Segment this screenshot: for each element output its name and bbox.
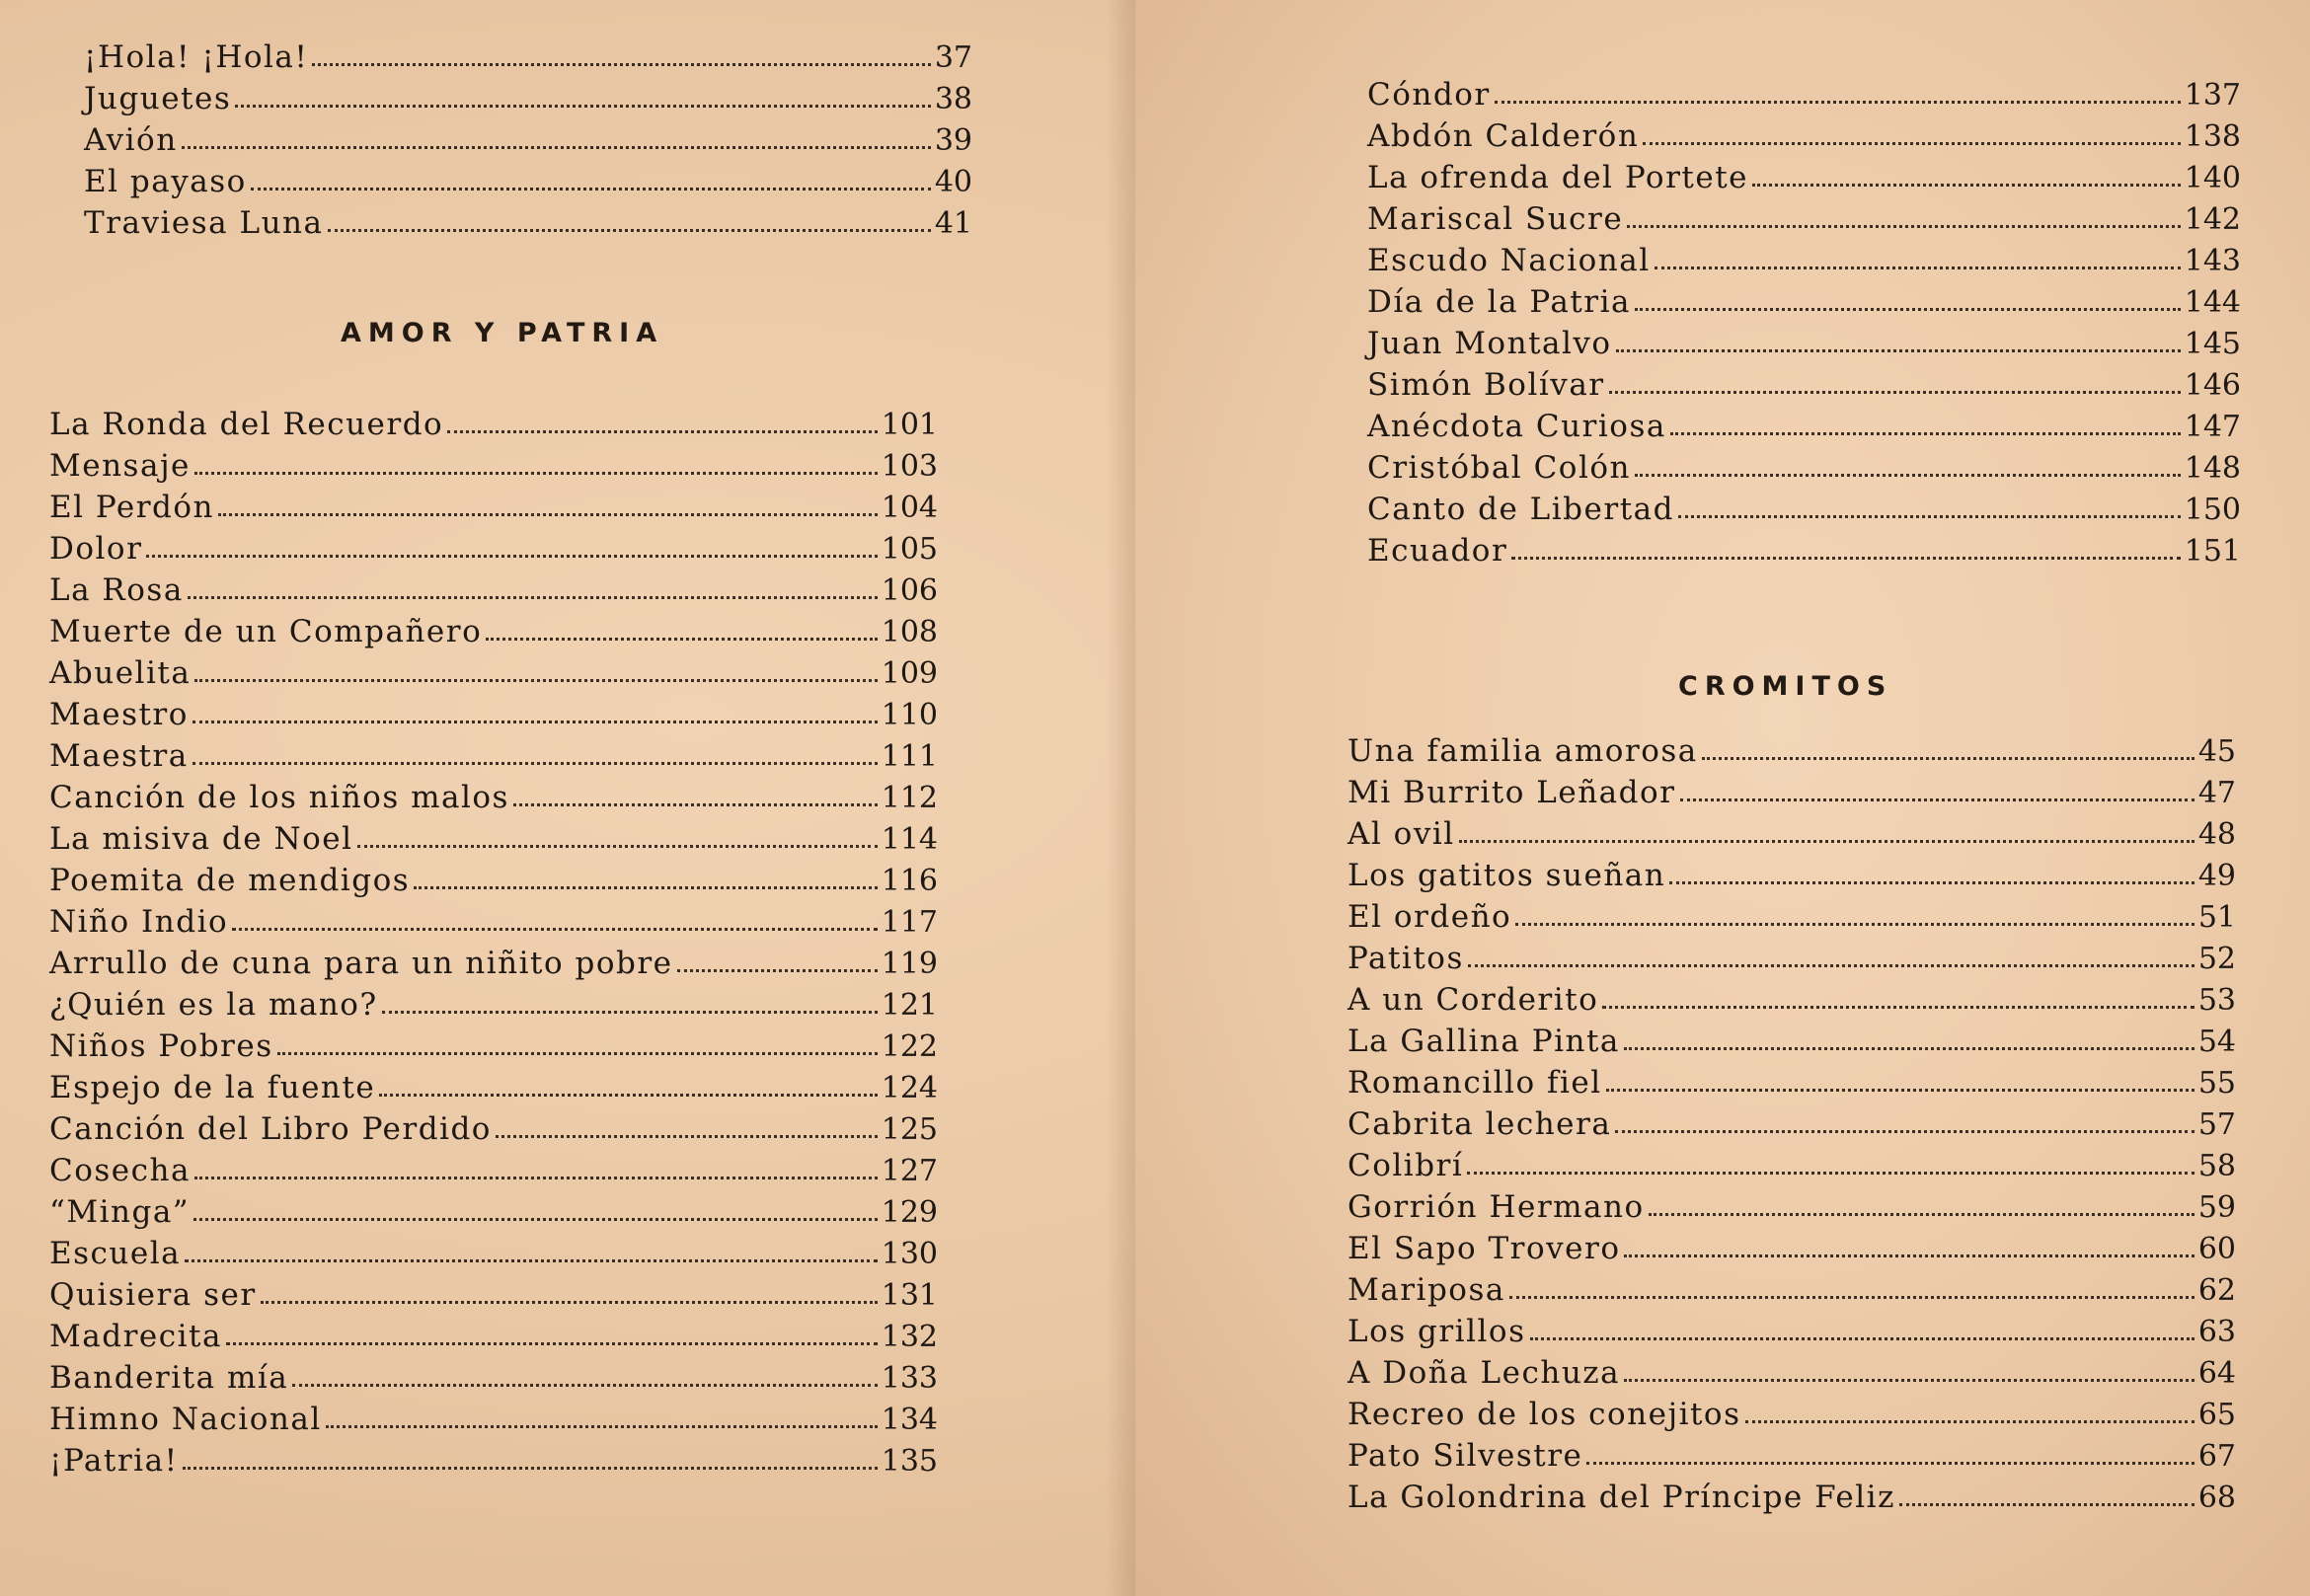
toc-entry-page-number: 60 <box>2197 1232 2236 1266</box>
toc-entry <box>84 199 972 241</box>
dot-leader <box>1609 390 2181 394</box>
toc-entry-page-number: 41 <box>934 206 972 241</box>
toc-entry-page-number: 52 <box>2197 942 2236 976</box>
section-heading-amor-y-patria: AMOR Y PATRIA <box>341 318 664 348</box>
toc-entry <box>49 1230 938 1271</box>
toc-entry-title: Cabrita lechera <box>1348 1106 1612 1142</box>
toc-entry <box>1348 1225 2236 1266</box>
dot-leader <box>183 1466 878 1470</box>
toc-entry <box>49 525 938 567</box>
toc-entry <box>49 442 938 484</box>
dot-leader <box>447 429 878 433</box>
toc-entry-title: Día de la Patria <box>1367 284 1632 320</box>
dot-leader <box>1606 1088 2194 1092</box>
dot-leader <box>1624 1378 2194 1382</box>
toc-entry-page-number: 101 <box>881 408 938 442</box>
toc-entry <box>1348 1308 2236 1349</box>
toc-entry <box>1348 893 2236 935</box>
dot-leader <box>1624 1254 2194 1257</box>
toc-entry <box>1348 1474 2236 1515</box>
toc-entry <box>1348 769 2236 810</box>
toc-entry-title: Dolor <box>49 531 143 567</box>
toc-entry <box>49 567 938 608</box>
toc-entry-title: A un Corderito <box>1348 982 1599 1018</box>
dot-leader <box>1509 1295 2194 1299</box>
dot-leader <box>1459 839 2194 843</box>
left-section-toc <box>49 401 938 1479</box>
dot-leader <box>1495 100 2181 104</box>
toc-entry-title: Anécdota Curiosa <box>1367 409 1666 444</box>
toc-entry-page-number: 142 <box>2184 202 2241 237</box>
toc-entry-page-number: 119 <box>881 947 938 981</box>
toc-entry-page-number: 49 <box>2197 859 2236 893</box>
toc-entry-title: Mariscal Sucre <box>1367 201 1624 237</box>
toc-entry <box>1367 320 2241 361</box>
toc-entry-page-number: 125 <box>881 1112 938 1147</box>
dot-leader <box>486 637 877 641</box>
toc-entry-title: Mi Burrito Leñador <box>1348 775 1676 810</box>
toc-entry-page-number: 106 <box>881 573 938 608</box>
right-top-toc <box>1367 71 2241 569</box>
toc-entry <box>1348 1142 2236 1183</box>
dot-leader <box>414 885 878 889</box>
dot-leader <box>1635 307 2181 311</box>
toc-entry-page-number: 135 <box>881 1444 938 1479</box>
dot-leader <box>188 595 878 599</box>
toc-entry-title: Quisiera ser <box>49 1277 257 1313</box>
dot-leader <box>277 1051 878 1055</box>
toc-entry-page-number: 105 <box>881 532 938 567</box>
toc-entry-title: Poemita de mendigos <box>49 863 411 898</box>
dot-leader <box>292 1383 877 1387</box>
toc-entry-title: Juguetes <box>84 81 232 116</box>
toc-entry-title: Maestra <box>49 738 189 774</box>
toc-entry <box>49 732 938 774</box>
toc-entry-title: Abdón Calderón <box>1367 118 1640 154</box>
toc-entry <box>1348 1266 2236 1308</box>
toc-entry <box>49 608 938 649</box>
toc-entry-title: La Ronda del Recuerdo <box>49 407 444 442</box>
toc-entry-title: ¡Hola! ¡Hola! <box>84 39 309 75</box>
dot-leader <box>1649 1212 2194 1216</box>
toc-entry-page-number: 45 <box>2197 734 2236 769</box>
toc-entry-page-number: 59 <box>2197 1190 2236 1225</box>
dot-leader <box>1602 1005 2194 1009</box>
dot-leader <box>1468 963 2194 967</box>
toc-entry <box>49 1023 938 1064</box>
dot-leader <box>1511 556 2180 560</box>
dot-leader <box>194 1176 878 1179</box>
toc-entry <box>84 75 972 116</box>
toc-entry <box>49 1396 938 1437</box>
toc-entry <box>49 940 938 981</box>
toc-entry-page-number: 51 <box>2197 900 2236 935</box>
toc-entry-page-number: 138 <box>2184 119 2241 154</box>
toc-entry <box>1348 727 2236 769</box>
toc-entry-page-number: 121 <box>881 988 938 1023</box>
right-page <box>1135 0 2310 1596</box>
toc-entry-title: Los grillos <box>1348 1314 1526 1349</box>
toc-entry-title: Canción de los niños malos <box>49 780 509 815</box>
toc-entry-title: El payaso <box>84 164 247 199</box>
toc-entry-page-number: 111 <box>881 739 938 774</box>
toc-entry-title: La Golondrina del Príncipe Feliz <box>1348 1480 1895 1515</box>
toc-entry-page-number: 148 <box>2184 451 2241 486</box>
toc-entry <box>1348 1059 2236 1101</box>
toc-entry <box>1367 154 2241 195</box>
toc-entry-title: Maestro <box>49 697 189 732</box>
dot-leader <box>328 228 931 232</box>
dot-leader <box>226 1341 878 1345</box>
dot-leader <box>1670 431 2181 435</box>
toc-entry-page-number: 131 <box>881 1278 938 1313</box>
toc-entry <box>1367 486 2241 527</box>
toc-entry-title: ¡Patria! <box>49 1443 179 1479</box>
toc-entry-title: Cosecha <box>49 1153 191 1188</box>
toc-entry-page-number: 147 <box>2184 410 2241 444</box>
toc-entry-page-number: 103 <box>881 449 938 484</box>
dot-leader <box>146 554 877 558</box>
toc-entry-page-number: 47 <box>2197 776 2236 810</box>
toc-entry-title: Madrecita <box>49 1319 222 1354</box>
dot-leader <box>1515 922 2194 926</box>
toc-entry-page-number: 130 <box>881 1237 938 1271</box>
toc-entry-page-number: 124 <box>881 1071 938 1105</box>
dot-leader <box>1752 183 2181 187</box>
dot-leader <box>1680 798 2194 801</box>
dot-leader <box>218 512 878 516</box>
toc-entry <box>1348 1391 2236 1432</box>
toc-entry-page-number: 150 <box>2184 493 2241 527</box>
toc-entry-page-number: 116 <box>881 864 938 898</box>
toc-entry-page-number: 104 <box>881 491 938 525</box>
toc-entry <box>1348 1432 2236 1474</box>
toc-entry-title: El ordeño <box>1348 899 1512 935</box>
toc-entry-title: Ecuador <box>1367 533 1508 569</box>
toc-entry-title: Arrullo de cuna para un niñito pobre <box>49 946 673 981</box>
dot-leader <box>1643 141 2180 145</box>
toc-entry-title: La misiva de Noel <box>49 821 353 857</box>
toc-entry-page-number: 143 <box>2184 244 2241 278</box>
toc-entry-page-number: 38 <box>934 82 972 116</box>
toc-entry-page-number: 117 <box>881 905 938 940</box>
dot-leader <box>1655 266 2181 269</box>
toc-entry-page-number: 62 <box>2197 1273 2236 1308</box>
toc-entry-title: Avión <box>84 122 178 158</box>
toc-entry <box>1367 403 2241 444</box>
toc-entry-title: A Doña Lechuza <box>1348 1355 1621 1391</box>
toc-entry-title: Recreo de los conejitos <box>1348 1397 1741 1432</box>
toc-entry-page-number: 37 <box>934 40 972 75</box>
toc-entry <box>49 401 938 442</box>
toc-entry-page-number: 58 <box>2197 1149 2236 1183</box>
dot-leader <box>1586 1461 2194 1465</box>
toc-entry-title: Banderita mía <box>49 1360 289 1396</box>
toc-entry-title: Una familia amorosa <box>1348 733 1698 769</box>
toc-entry <box>49 691 938 732</box>
dot-leader <box>496 1134 878 1138</box>
toc-entry-title: El Sapo Trovero <box>1348 1231 1621 1266</box>
toc-entry <box>1367 71 2241 113</box>
toc-entry-title: Al ovil <box>1348 816 1455 852</box>
toc-entry-title: La ofrenda del Portete <box>1367 160 1749 195</box>
toc-entry <box>49 1064 938 1105</box>
toc-entry <box>1367 527 2241 569</box>
toc-entry-title: Escuela <box>49 1236 182 1271</box>
toc-entry-title: Himno Nacional <box>49 1402 322 1437</box>
toc-entry-page-number: 112 <box>881 781 938 815</box>
dot-leader <box>235 104 931 108</box>
toc-entry <box>1348 935 2236 976</box>
toc-entry-page-number: 145 <box>2184 327 2241 361</box>
toc-entry <box>84 116 972 158</box>
toc-entry-title: ¿Quién es la mano? <box>49 987 378 1023</box>
toc-entry <box>1367 195 2241 237</box>
toc-entry <box>84 34 972 75</box>
toc-entry-page-number: 65 <box>2197 1398 2236 1432</box>
toc-entry <box>1367 361 2241 403</box>
toc-entry <box>49 857 938 898</box>
toc-entry <box>1367 237 2241 278</box>
toc-entry <box>49 649 938 691</box>
toc-entry <box>1348 1018 2236 1059</box>
dot-leader <box>1530 1336 2194 1340</box>
toc-entry <box>84 158 972 199</box>
toc-entry-title: Canto de Libertad <box>1367 492 1674 527</box>
toc-entry-page-number: 109 <box>881 656 938 691</box>
toc-entry <box>1348 852 2236 893</box>
toc-entry-page-number: 55 <box>2197 1066 2236 1101</box>
toc-entry <box>49 484 938 525</box>
toc-entry-title: Gorrión Hermano <box>1348 1189 1645 1225</box>
toc-entry-title: Romancillo fiel <box>1348 1065 1602 1101</box>
dot-leader <box>1624 1046 2194 1050</box>
toc-entry-title: “Minga” <box>49 1194 191 1230</box>
toc-entry-title: Mensaje <box>49 448 191 484</box>
toc-entry-title: Escudo Nacional <box>1367 243 1651 278</box>
toc-entry <box>49 898 938 940</box>
toc-entry-page-number: 144 <box>2184 285 2241 320</box>
toc-entry-title: Canción del Libro Perdido <box>49 1111 492 1147</box>
toc-entry-page-number: 134 <box>881 1403 938 1437</box>
toc-entry-page-number: 137 <box>2184 78 2241 113</box>
dot-leader <box>232 927 878 931</box>
toc-entry <box>49 981 938 1023</box>
toc-entry-page-number: 132 <box>881 1320 938 1354</box>
toc-entry <box>49 1188 938 1230</box>
toc-entry-title: Espejo de la fuente <box>49 1070 376 1105</box>
toc-entry-title: Cóndor <box>1367 77 1491 113</box>
dot-leader <box>1467 1171 2194 1175</box>
toc-entry-page-number: 146 <box>2184 368 2241 403</box>
toc-entry-page-number: 140 <box>2184 161 2241 195</box>
right-section-toc <box>1348 727 2236 1515</box>
toc-entry <box>1367 444 2241 486</box>
toc-entry-page-number: 129 <box>881 1195 938 1230</box>
dot-leader <box>1899 1502 2194 1506</box>
toc-entry-title: Simón Bolívar <box>1367 367 1605 403</box>
dot-leader <box>312 62 930 66</box>
toc-entry-title: Niños Pobres <box>49 1028 273 1064</box>
toc-entry-title: Colibrí <box>1348 1148 1464 1183</box>
toc-entry-page-number: 54 <box>2197 1025 2236 1059</box>
toc-entry-title: Mariposa <box>1348 1272 1505 1308</box>
toc-entry-page-number: 39 <box>934 123 972 158</box>
dot-leader <box>182 145 931 149</box>
toc-entry-title: La Gallina Pinta <box>1348 1024 1620 1059</box>
dot-leader <box>1615 1129 2194 1133</box>
toc-entry-page-number: 133 <box>881 1361 938 1396</box>
dot-leader <box>1627 224 2181 228</box>
dot-leader <box>261 1300 878 1304</box>
dot-leader <box>357 844 878 848</box>
toc-entry <box>49 815 938 857</box>
toc-entry <box>49 1313 938 1354</box>
dot-leader <box>382 1010 878 1014</box>
toc-entry-page-number: 40 <box>934 165 972 199</box>
dot-leader <box>326 1424 878 1428</box>
left-page <box>0 0 1135 1596</box>
dot-leader <box>192 761 878 765</box>
dot-leader <box>1616 348 2181 352</box>
toc-entry-title: Traviesa Luna <box>84 205 324 241</box>
toc-entry <box>49 1147 938 1188</box>
toc-entry-page-number: 53 <box>2197 983 2236 1018</box>
toc-entry-page-number: 151 <box>2184 534 2241 569</box>
toc-entry <box>1348 976 2236 1018</box>
toc-entry <box>49 1354 938 1396</box>
dot-leader <box>1745 1419 2194 1423</box>
dot-leader <box>1669 880 2194 884</box>
dot-leader <box>513 802 878 806</box>
dot-leader <box>192 720 878 723</box>
toc-entry-page-number: 57 <box>2197 1107 2236 1142</box>
toc-entry <box>49 1105 938 1147</box>
toc-entry-title: Abuelita <box>49 655 192 691</box>
toc-entry <box>1348 1183 2236 1225</box>
toc-entry-page-number: 122 <box>881 1029 938 1064</box>
toc-entry-title: Pato Silvestre <box>1348 1438 1583 1474</box>
toc-entry-title: Niño Indio <box>49 904 229 940</box>
toc-entry <box>49 774 938 815</box>
toc-entry-title: El Perdón <box>49 490 215 525</box>
toc-entry-title: Muerte de un Compañero <box>49 614 483 649</box>
dot-leader <box>251 187 931 190</box>
dot-leader <box>1678 514 2181 518</box>
toc-entry <box>49 1437 938 1479</box>
dot-leader <box>1635 473 2181 477</box>
toc-entry-title: La Rosa <box>49 572 184 608</box>
toc-entry-title: Los gatitos sueñan <box>1348 858 1666 893</box>
dot-leader <box>677 968 878 972</box>
toc-entry <box>49 1271 938 1313</box>
toc-entry-title: Patitos <box>1348 941 1464 976</box>
section-heading-cromitos: CROMITOS <box>1678 671 1893 702</box>
toc-entry-page-number: 114 <box>881 822 938 857</box>
toc-entry <box>1348 1349 2236 1391</box>
toc-entry-page-number: 127 <box>881 1154 938 1188</box>
toc-entry-page-number: 108 <box>881 615 938 649</box>
dot-leader <box>193 1217 878 1221</box>
toc-entry <box>1367 113 2241 154</box>
dot-leader <box>185 1258 878 1262</box>
dot-leader <box>194 471 878 475</box>
dot-leader <box>379 1093 878 1097</box>
toc-entry-page-number: 48 <box>2197 817 2236 852</box>
dot-leader <box>1702 756 2194 760</box>
toc-entry-page-number: 68 <box>2197 1481 2236 1515</box>
toc-entry-page-number: 110 <box>881 698 938 732</box>
toc-entry-page-number: 63 <box>2197 1315 2236 1349</box>
left-top-toc <box>84 34 972 241</box>
toc-entry-title: Juan Montalvo <box>1367 326 1612 361</box>
toc-entry-page-number: 64 <box>2197 1356 2236 1391</box>
toc-entry <box>1348 810 2236 852</box>
toc-entry <box>1367 278 2241 320</box>
toc-entry-title: Cristóbal Colón <box>1367 450 1632 486</box>
dot-leader <box>194 678 877 682</box>
toc-entry <box>1348 1101 2236 1142</box>
toc-entry-page-number: 67 <box>2197 1439 2236 1474</box>
